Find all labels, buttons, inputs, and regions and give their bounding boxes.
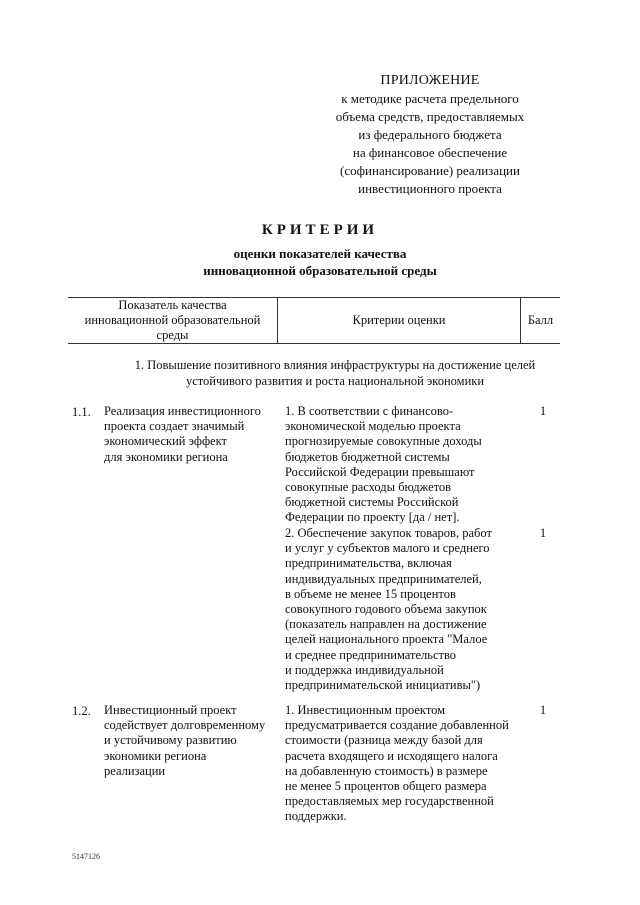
appendix-line: инвестиционного проекта bbox=[358, 181, 502, 196]
criterion-score: 1 bbox=[539, 526, 547, 540]
appendix-line: объема средств, предоставляемых bbox=[335, 109, 525, 124]
document-title: КРИТЕРИИ bbox=[261, 222, 379, 238]
criterion-text: 1. Инвестиционным проектом предусматривается создание добавленной стоимости (разница между базой для расчета входящего и исходящего налога на добавленную стоимость) в размере не менее 5 процентов общего размера предоставляемых мер государственной поддержки. bbox=[285, 703, 509, 824]
criterion-text: 2. Обеспечение закупок товаров, работ и услуг у субъектов малого и среднего предпринимательства, включая индивидуальных предпринимателей, в объеме не менее 15 процентов совокупного годового объема закупок (показатель направлен на достижение целей национального проекта "Малое и среднее предпринимательство и поддержка индивидуальной предпринимательской инициативы") bbox=[285, 526, 492, 693]
appendix-line: на финансовое обеспечение bbox=[352, 145, 508, 160]
appendix-line: (софинансирование) реализации bbox=[340, 163, 520, 178]
row-number: 1.1. bbox=[72, 405, 91, 419]
header-score: Балл bbox=[527, 313, 554, 327]
appendix-title: ПРИЛОЖЕНИЕ bbox=[380, 73, 480, 88]
table-header-bottom-rule bbox=[68, 343, 560, 344]
document-number: 5147126 bbox=[72, 852, 100, 861]
criterion-text: 1. В соответствии с финансово- экономической моделью проекта прогнозируемые совокупные доходы бюджетов бюджетной системы Российской Федерации превышают совокупные расходы бюджетов бюджетной системы Российской Федерации по проекту [да / нет]. bbox=[285, 404, 482, 525]
row-number: 1.2. bbox=[72, 704, 91, 718]
document-subtitle-line: инновационной образовательной среды bbox=[203, 263, 437, 278]
appendix-line: к методике расчета предельного bbox=[341, 91, 519, 106]
appendix-line: из федерального бюджета bbox=[358, 127, 502, 142]
criterion-score: 1 bbox=[539, 703, 547, 717]
criterion-score: 1 bbox=[539, 404, 547, 418]
header-indicator: Показатель качества инновационной образовательной среды bbox=[84, 298, 261, 342]
indicator-text: Инвестиционный проект содействует долговременному и устойчивому развитию экономики региона реализации bbox=[104, 703, 266, 778]
indicator-text: Реализация инвестиционного проекта создает значимый экономический эффект для экономики региона bbox=[104, 404, 261, 464]
header-criteria: Критерии оценки bbox=[352, 313, 446, 327]
appendix-block bbox=[300, 72, 560, 198]
document-subtitle-line: оценки показателей качества bbox=[233, 246, 407, 261]
section-heading: 1. Повышение позитивного влияния инфраструктуры на достижение целей устойчивого развития и роста национальной экономики bbox=[134, 358, 536, 388]
